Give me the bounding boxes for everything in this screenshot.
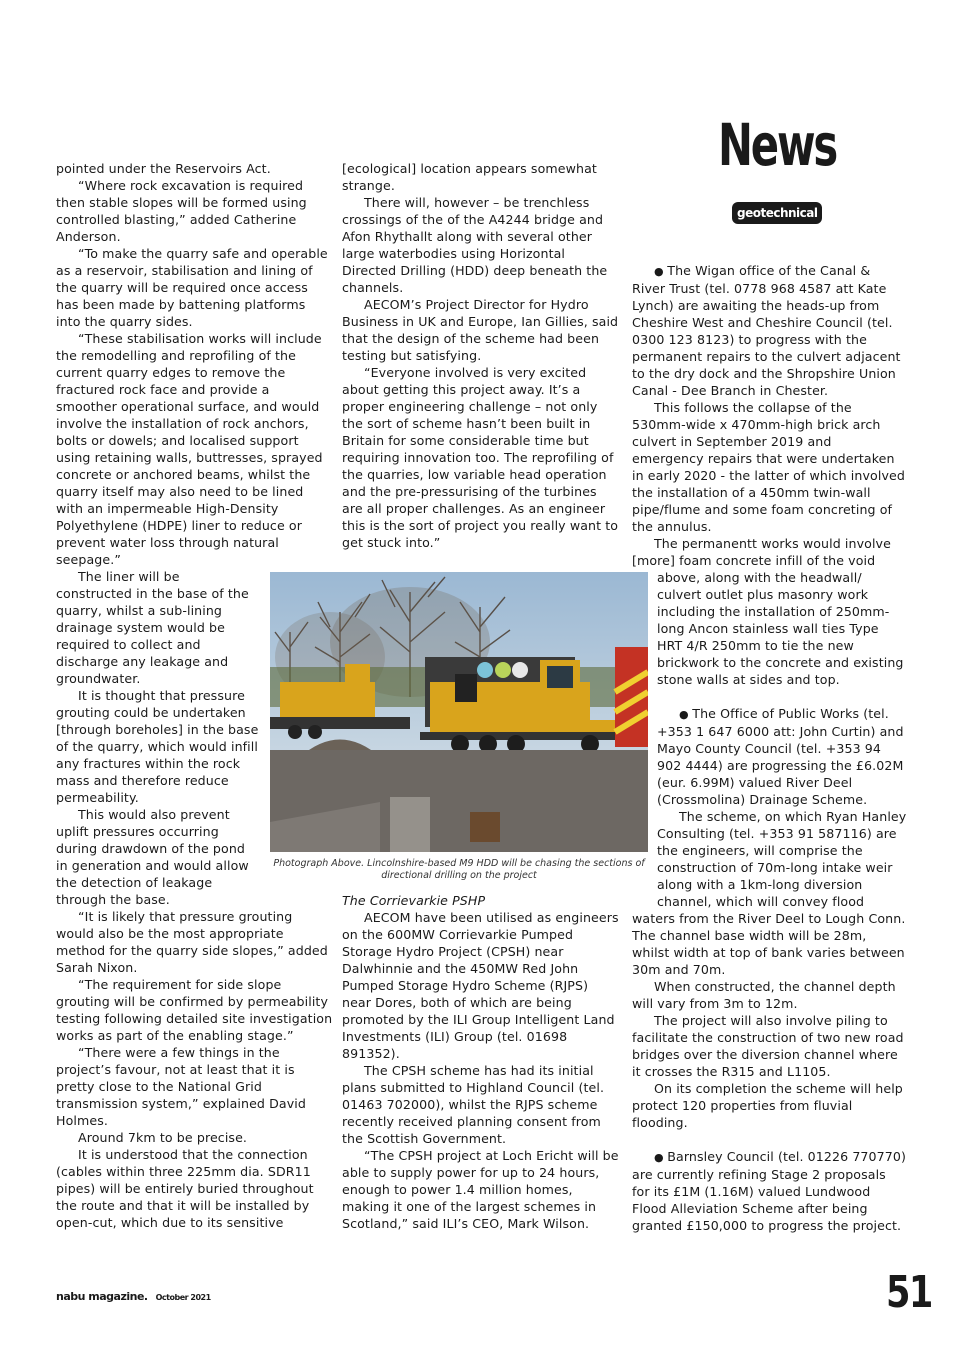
paragraph: “Everyone involved is very excited about getting this project away. It’s a proper engineering challenge – not only the sort of scheme hasn’t been built in Britain for some considerable time but requiring innovation too. The reprofiling of the quarries, low variable head operation and the pre-pressurising of the turbines are all proper challenges. As an engineer this is the sort of project you really want to get stuck into.” <box>342 365 619 550</box>
paragraph: ● The Wigan office of the Canal & River Trust (tel. 0778 968 4587 att Kate Lynch) are awaiting the heads-up from Cheshire West and Cheshire Council (tel. 0300 123 8123) to progress with the permanent repairs to the culvert adjacent to the dry dock and the Shropshire Union Canal - Dee Branch in Chester. <box>632 262 907 399</box>
paragraph: above, along with the headwall/ culvert outlet plus masonry work including the installation of 250mm-long Ancon stainless wall ties Type HRT 4/R 250mm to tie the new brickwork to the concrete and existing stone walls at sides and top. <box>657 570 904 687</box>
left-narrow-text <box>56 568 259 908</box>
left-bottom-text <box>56 908 333 1231</box>
paragraph: The scheme, on which Ryan Hanley Consulting (tel. +353 91 587116) are the engineers, will comprise the construction of 70m-long intake weir along with a 1km-long diversion channel, which will convey flood <box>657 809 907 909</box>
magazine-name: nabu magazine. <box>56 1290 148 1303</box>
paragraph: The project will also involve piling to facilitate the construction of two new road bridges over the diversion channel where it crosses the R315 and L1105. <box>632 1013 904 1079</box>
paragraph: AECOM have been utilised as engineers on the 600MW Corrievarkie Pumped Storage Hydro Project (CPSH) near Dalwhinnie and the 450MW Red John Pumped Storage Hydro Scheme (RJPS) near Dores, both of which are being promoted by the ILI Group Intelligent Land Investments (ILI) Group (tel. 01698 891352). <box>342 910 619 1061</box>
hdd-rig-photo-illustration <box>270 572 648 852</box>
paragraph: There will, however – be trenchless crossings of the of the A4244 bridge and Afon Rhythallt along with several other large waterbodies using Horizontal Directed Drilling (HDD) deep beneath the channels. <box>342 195 608 295</box>
paragraph: Around 7km to be precise. <box>78 1130 248 1145</box>
paragraph: ● Barnsley Council (tel. 01226 770770) are currently refining Stage 2 proposals for its £1M (1.16M) valued Lundwood Flood Alleviation Scheme after being granted £150,000 to progress the project. <box>632 1148 907 1234</box>
article-photo <box>270 572 648 852</box>
paragraph: waters from the River Deel to Lough Conn. The channel base width will be 28m, whilst width at top of bank varies between 30m and 70m. <box>632 911 906 977</box>
right-column <box>632 262 907 1234</box>
paragraph: This would also prevent uplift pressures occurring during drawdown of the pond in generation and would allow the detection of leakage through the base. <box>56 807 249 907</box>
footer-masthead <box>56 1290 211 1303</box>
right-bottom-text <box>632 910 907 1234</box>
issue-date: October 2021 <box>155 1293 211 1302</box>
right-narrow-text <box>632 569 907 910</box>
paragraph: This follows the collapse of the 530mm-wide x 470mm-high brick arch culvert in September 2019 and emergency repairs that were undertaken in early 2020 - the latter of which involved the installation of a 450mm twin-wall pipe/flume and some foam concreting of the annulus. <box>632 400 905 534</box>
paragraph: The liner will be constructed in the base of the quarry, whilst a sub-lining drainage system would be required to collect and discharge any leakage and groundwater. <box>56 569 249 686</box>
page-number: 51 <box>886 1267 932 1318</box>
paragraph: The Corrievarkie PSHP <box>342 893 486 908</box>
section-title: News <box>718 111 837 179</box>
paragraph: “To make the quarry safe and operable as a reservoir, stabilisation and lining of the quarry will be required once access has been made by battening platforms into the quarry sides. <box>56 246 328 329</box>
paragraph: “These stabilisation works will include the remodelling and reprofiling of the current quarry edges to remove the fractured rock face and provide a smoother operational surface, and would involve the installation of rock anchors, bolts or dowels; and localised support using retaining walls, buttresses, sprayed concrete or anchored beams, whilst the quarry itself may also need to be lined with an impermeable High-Density Polyethylene (HDPE) liner to reduce or prevent water loss through natural seepage.” <box>56 331 323 567</box>
paragraph: “There were a few things in the project’s favour, not at least that it is pretty close to the National Grid transmission system,” explained David Holmes. <box>56 1045 306 1128</box>
paragraph: It is thought that pressure grouting could be undertaken [through boreholes] in the base of the quarry, which would infill any fractures within the rock mass and therefore reduce permeability. <box>56 688 259 805</box>
right-top-text <box>632 262 907 569</box>
photo-caption: Photograph Above. Lincolnshire-based M9 HDD will be chasing the sections of directional drilling on the project <box>273 858 645 881</box>
paragraph: “It is likely that pressure grouting would also be the most appropriate method for the quarry side slopes,” added Sarah Nixon. <box>56 909 328 975</box>
section-badge: geotechnical <box>732 202 822 224</box>
middle-column <box>342 160 619 551</box>
paragraph: When constructed, the channel depth will vary from 3m to 12m. <box>632 979 896 1011</box>
paragraph: The CPSH scheme has had its initial plans submitted to Highland Council (tel. 01463 702000), whilst the RJPS scheme recently received planning consent from the Scottish Government. <box>342 1063 605 1146</box>
paragraph: It is understood that the connection (cables within three 225mm dia. SDR11 pipes) will be entirely buried throughout the route and that it will be installed by open-cut, which due to its sensitive <box>56 1147 314 1230</box>
left-top-text <box>56 160 333 568</box>
paragraph: [ecological] location appears somewhat strange. <box>342 161 597 193</box>
middle-lower-column <box>342 892 619 1232</box>
paragraph: “The CPSH project at Loch Ericht will be able to supply power for up to 24 hours, enough to power 1.4 million homes, making it one of the largest schemes in Scotland,” said ILI’s CEO, Mark Wilson. <box>342 1148 619 1231</box>
paragraph: ● The Office of Public Works (tel. +353 1 647 6000 att: John Curtin) and Mayo County Council (tel. +353 94 902 4444) are progressing the £6.02M (eur. 6.99M) valued River Deel (Crossmolina) Drainage Scheme. <box>657 705 907 808</box>
paragraph: “The requirement for side slope grouting will be confirmed by permeability testing following detailed site investigation works as part of the enabling stage.” <box>56 977 333 1043</box>
paragraph: AECOM’s Project Director for Hydro Business in UK and Europe, Ian Gillies, said that the design of the scheme had been testing but satisfying. <box>342 297 619 363</box>
paragraph: pointed under the Reservoirs Act. <box>56 161 271 176</box>
paragraph: “Where rock excavation is required then stable slopes will be formed using controlled blasting,” added Catherine Anderson. <box>56 178 307 244</box>
paragraph: On its completion the scheme will help protect 120 properties from fluvial flooding. <box>632 1081 903 1130</box>
paragraph: The permanentt works would involve [more] foam concrete infill of the void <box>632 536 891 568</box>
